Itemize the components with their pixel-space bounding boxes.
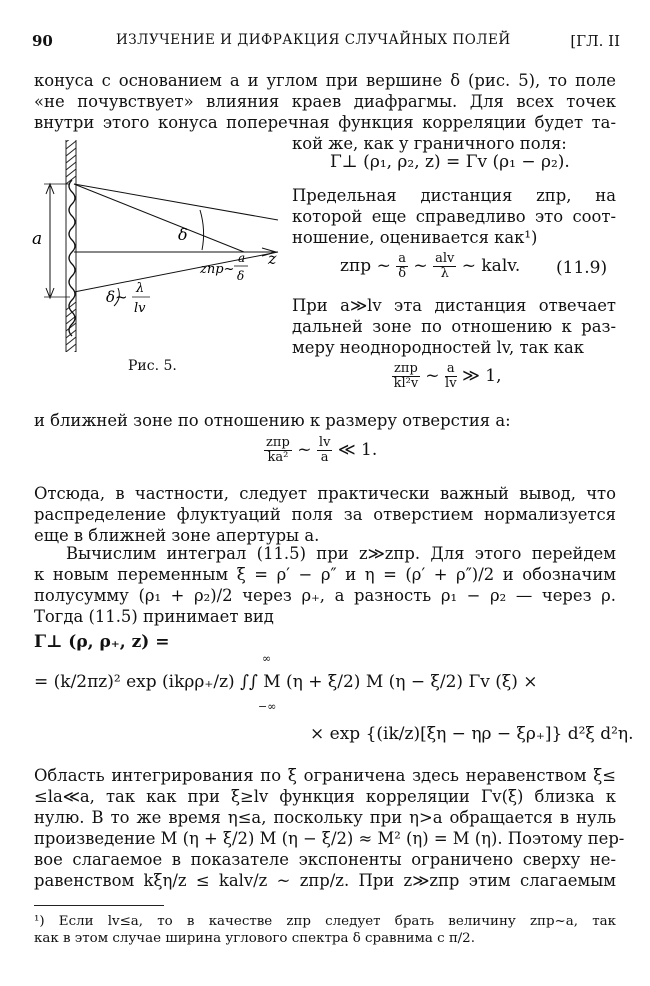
equation-11-9: zпр ~ $\frac{a}{\delta}$ ~ $\frac{\text{alv}}{\lambda}$ ~ kalv.: [340, 251, 521, 281]
equation-near-zone: $\frac{\text{zпр}}{\text{ka²}}$ ~ $\frac{lv}{a}$ ≪ 1.: [266, 435, 378, 465]
text-line: Область интегрирования по ξ ограничена здесь неравенством ξ≤: [34, 766, 616, 785]
text-line: полусумму (ρ₁ + ρ₂)/2 через ρ₊, а разность ρ₁ − ρ₂ — через ρ.: [34, 586, 616, 605]
text-line: произведение M (η + ξ/2) M (η − ξ/2) ≈ M² (η) = M (η). Поэтому пер-: [34, 829, 625, 848]
running-title: ИЗЛУЧЕНИЕ И ДИФРАКЦИЯ СЛУЧАЙНЫХ ПОЛЕЙ: [116, 32, 511, 48]
text-line: кой же, как у граничного поля:: [292, 134, 567, 153]
eq-lhs: zпр ~: [340, 256, 391, 276]
chapter-label: [ГЛ. II: [570, 32, 620, 50]
text-line: Вычислим интеграл (11.5) при z≫zпр. Для этого перейдем: [66, 544, 616, 563]
fraction: $\frac{lv}{a}$: [318, 435, 331, 465]
equation-main-line3: × exp {(ik/z)[ξη − ηρ − ξρ₊]} d²ξ d²η.: [310, 724, 634, 744]
text-line: равенством kξη/z ≤ kalv/z ~ zпр/z. При z≫zпр этим слагаемым: [34, 871, 616, 890]
text-line: к новым переменным ξ = ρ′ − ρ″ и η = (ρ′ + ρ″)/2 и обозначим: [34, 565, 616, 584]
text-line: конуса с основанием a и углом при вершине δ (рис. 5), то поле: [34, 71, 616, 90]
text-line: нулю. В то же время η≤a, поскольку при η>a обращается в нуль: [34, 808, 616, 827]
text-line: Отсюда, в частности, следует практически важный вывод, что: [34, 484, 616, 503]
integral-upper-limit: ∞: [262, 652, 272, 665]
aperture-top-ray: [74, 184, 278, 220]
text-line: внутри этого конуса поперечная функция корреляции будет та-: [34, 113, 616, 132]
text-line: еще в ближней зоне апертуры a.: [34, 526, 320, 545]
figure-caption: Рис. 5.: [128, 358, 177, 374]
equation-label: (11.9): [556, 258, 608, 278]
fraction: $\frac{a}{lv}$: [445, 361, 457, 391]
label-lambda: λ: [136, 281, 145, 296]
text-line: которой еще справедливо это соот-: [292, 207, 616, 226]
fraction: $\frac{\text{alv}}{\lambda}$: [435, 251, 455, 281]
aperture-bottom-ray: [74, 252, 278, 292]
label-lv: lv: [134, 301, 146, 316]
text-line: вое слагаемое в показателе экспоненты ограничено сверху не-: [34, 850, 616, 869]
text-line: дальней зоне по отношению к раз-: [292, 317, 616, 336]
footnote-line: как в этом случае ширина углового спектра δ сравнима с π/2.: [34, 931, 475, 946]
equation-far-zone: $\frac{\text{zпр}}{\text{kl²v}}$ ~ $\frac{a}{lv}$ ≫ 1,: [393, 361, 502, 391]
label-a: a: [32, 229, 43, 249]
eq-rhs: ~ kalv.: [461, 256, 521, 276]
text-line: и ближней зоне по отношению к размеру отверстия a:: [34, 411, 511, 430]
text-line: Предельная дистанция zпр, на: [292, 186, 616, 205]
page-number: 90: [32, 32, 53, 50]
footnote-rule: [34, 905, 164, 906]
wavy-boundary-field: [69, 180, 75, 336]
figure-diffraction-diagram: [30, 140, 292, 352]
label-delta2: δ~: [106, 288, 128, 306]
text-line: Тогда (11.5) принимает вид: [34, 607, 274, 626]
text-line: При a≫lv эта дистанция отвечает: [292, 296, 616, 315]
equation-boundary: Γ⊥ (ρ₁, ρ₂, z) = Γv (ρ₁ − ρ₂).: [330, 152, 570, 172]
integral-lower-limit: −∞: [258, 700, 277, 713]
label-delta: δ: [178, 225, 188, 244]
text-line: ношение, оценивается как¹): [292, 228, 538, 247]
equation-main-line2: = (k/2πz)² exp (ikρρ₊/z) ∫∫ M (η + ξ/2) M (η − ξ/2) Γv (ξ) ×: [34, 672, 538, 692]
text-line: «не почувствует» влияния краев диафрагмы. Для всех точек: [34, 92, 616, 111]
text-line: распределение флуктуаций поля за отверстием нормализуется: [34, 505, 616, 524]
label-z: z: [268, 249, 277, 268]
label-zpr-num: a: [238, 251, 246, 265]
label-zpr: zпр~: [200, 262, 235, 277]
text-line: меру неоднородностей lv, так как: [292, 338, 585, 357]
cone-edge: [74, 184, 244, 252]
text-line: ≤la≪a, так как при ξ≥lv функция корреляции Γv(ξ) близка к: [34, 787, 616, 806]
equation-main-line1: Γ⊥ (ρ, ρ₊, z) =: [34, 632, 170, 652]
label-zpr-den: δ: [237, 269, 245, 283]
fraction: $\frac{\text{zпр}}{\text{ka²}}$: [266, 435, 290, 465]
running-header: [32, 32, 620, 52]
footnote-line: ¹) Если lv≤a, то в качестве zпр следует брать величину zпр~a, так: [34, 914, 616, 929]
fraction: $\frac{\text{zпр}}{\text{kl²v}}$: [393, 361, 419, 391]
fraction: $\frac{a}{\delta}$: [398, 251, 407, 281]
